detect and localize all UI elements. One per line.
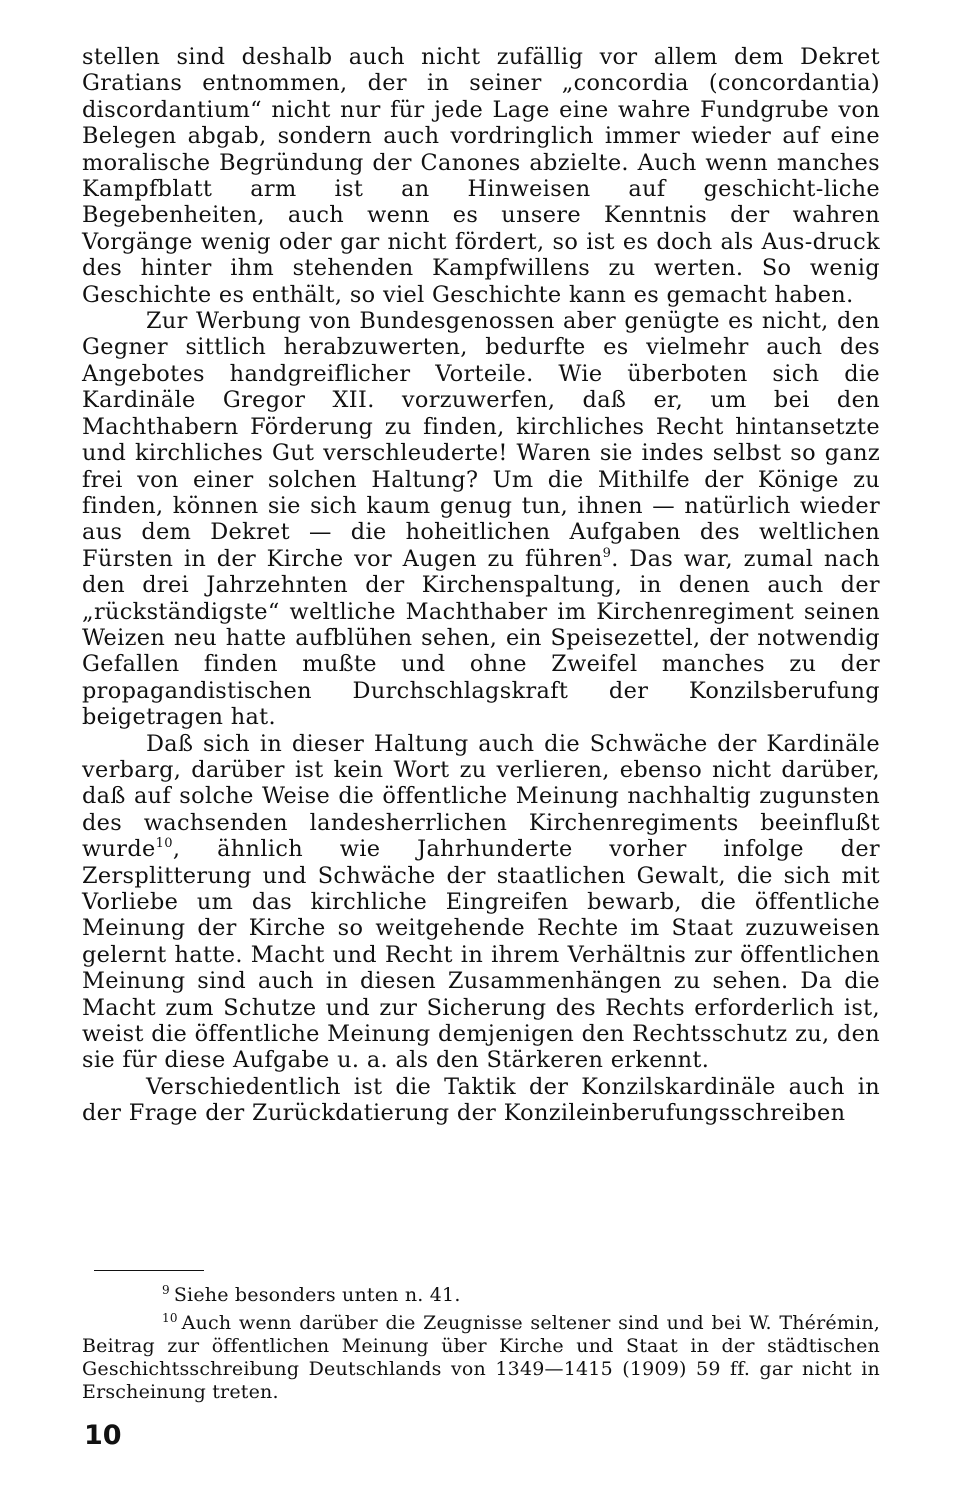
paragraph-1-line: discordantium“ nicht nur für jede Lage eine wahre Fundgrube — [82, 96, 839, 123]
paragraph-1 — [82, 44, 880, 308]
footnote-reference-9: 9 — [602, 545, 612, 561]
footnote-10 — [82, 1307, 880, 1404]
paragraph-1-line: Gratians entnommen, der in seiner „concordia (concordantia) — [82, 70, 880, 97]
paragraph-1-line: wenn manches Kampfblatt arm ist an Hinweisen auf geschicht- — [82, 149, 880, 203]
main-text — [82, 44, 880, 1127]
paragraph-4-text: Verschiedentlich ist die Taktik der Konzilskardinäle auch in der Frage der Zurückdatierung der Konzileinberufungsschreiben — [82, 1073, 880, 1127]
paragraph-3 — [82, 731, 880, 1074]
paragraph-1-line: von Belegen abgab, sondern auch vordringlich immer wieder — [82, 96, 880, 150]
footnote-9-text: Siehe besonders unten n. 41. — [173, 1284, 461, 1306]
paragraph-2-text: Zur Werbung von Bundesgenossen aber genügte es nicht, den Gegner sittlich herabzuwerten, bedurfte es vielmehr auch des Angebotes handgreiflicher Vorteile. Wie überboten sich die Kardinäle Gregor XII. vorzuwerfen, daß er, um bei den Machthabern Förderung zu finden, kirchliches Recht hintansetzte und kirchliches Gut verschleuderte! Waren sie indes selbst so ganz frei von einer solchen Haltung? Um die Mithilfe der Könige zu finden, können sie sich kaum genug tun, ihnen — natürlich wieder aus dem Dekret — die hoheitlichen Aufgaben des weltlichen Fürsten in der Kirche vor Augen zu führen — [82, 308, 880, 572]
footnotes — [82, 1279, 880, 1404]
paragraph-1-line: wenig Geschichte es enthält, so viel Geschichte kann es gemacht — [82, 255, 880, 308]
paragraph-1-line: Vorgänge wenig oder gar nicht fördert, so ist es doch als Aus- — [82, 228, 813, 255]
footnote-9-marker: 9 — [162, 1283, 170, 1297]
paragraph-4 — [82, 1074, 880, 1127]
footnote-10-marker: 10 — [162, 1311, 178, 1325]
paragraph-1-line: haben. — [774, 281, 854, 308]
footnote-divider — [94, 1270, 204, 1271]
page-number: 10 — [84, 1420, 122, 1451]
paragraph-1-line: auf eine moralische Begründung der Canones abzielte. Auch — [82, 123, 881, 176]
footnote-9 — [82, 1279, 880, 1307]
paragraph-2 — [82, 308, 880, 731]
paragraph-1-line: druck des hinter ihm stehenden Kampfwillens zu werten. So — [82, 228, 880, 282]
paragraph-3-text: Daß sich in dieser Haltung auch die Schwäche der Kardinäle verbarg, darüber ist kein Wort zu verlieren, ebenso nicht darüber, daß auf solche Weise die öffentliche Meinung nachhaltig zugunsten des wachsenden landesherrlichen Kirchenregiments beeinflußt wurde — [82, 730, 880, 863]
paragraph-3-text-continued: , ähnlich wie Jahrhunderte vorher infolge der Zersplitterung und Schwäche der staatlichen Gewalt, die sich mit Vorliebe um das kirchliche Eingreifen bewarb, die öffentliche Meinung der Kirche so weitgehende Rechte im Staat zuzuweisen gelernt hatte. Macht und Recht in ihrem Verhältnis zur öffentlichen Meinung sind auch in diesen Zusammenhängen zu sehen. Da die Macht zum Schutze und zur Sicherung des Rechts erforderlich ist, weist die öffentliche Meinung demjenigen den Rechtsschutz zu, den sie für diese Aufgabe u. a. als den Stärkeren erkennt. — [82, 836, 880, 1074]
paragraph-2-text-continued: . Das war, zumal nach den drei Jahrzehnten der Kirchenspaltung, in denen auch der „rückständigste“ weltliche Machthaber im Kirchenregiment seinen Weizen neu hatte aufblühen sehen, ein Speisezettel, der notwendig Gefallen finden mußte und ohne Zweifel manches zu der propagandistischen Durchschlagskraft der Konzilsberufung beigetragen hat. — [82, 545, 881, 731]
footnote-reference-10: 10 — [155, 836, 173, 852]
paragraph-1-line: liche Begebenheiten, auch wenn es unsere Kenntnis der wahren — [82, 176, 880, 229]
paragraph-1-line: stellen sind deshalb auch nicht zufällig vor allem dem Dekret — [82, 44, 880, 70]
footnote-10-text: Auch wenn darüber die Zeugnisse seltener sind und bei W. Thérémin, Beitrag zur öffentlichen Meinung über Kirche und Staat in der städtischen Geschichtsschreibung Deutschlands von 1349—1415 (1909) 59 ff. gar nicht in Erscheinung treten. — [82, 1312, 880, 1403]
